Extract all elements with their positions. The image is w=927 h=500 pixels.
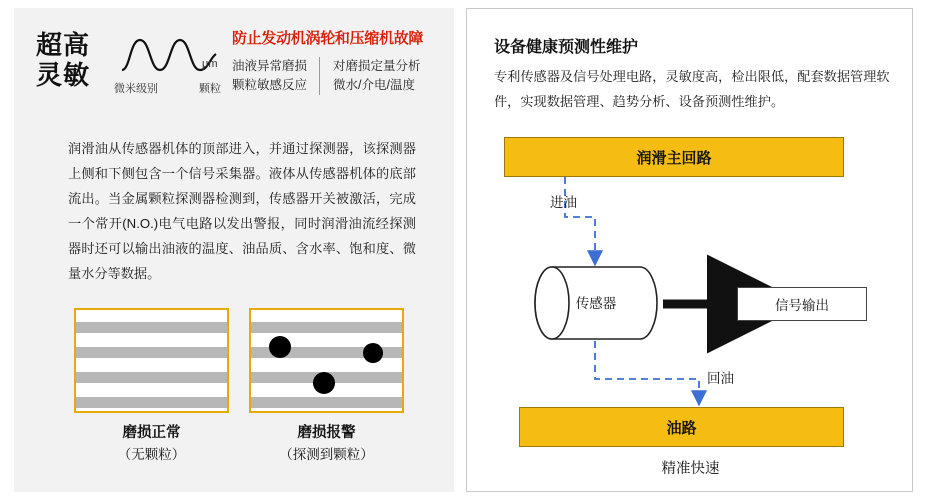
return-arrow <box>595 341 699 401</box>
stripe <box>76 347 227 358</box>
feature-item: 颗粒敏感反应 <box>232 78 308 92</box>
left-body-text: 润滑油从传感器机体的顶部进入，并通过探测器，该探测器上侧和下侧包含一个信号采集器。液体从传感器机体的底部流出。当金属颗粒探测器检测到，传感器开关被激活，完成一个常开(N.O.)电气电路以发出警报，同时润滑油流经探测器时还可以输出油液的温度、油品质、含水率、饱和度、微量水分等数据。 <box>68 141 416 281</box>
feature-column-2 <box>319 57 421 95</box>
right-panel <box>466 8 913 492</box>
sensor-illustrations <box>74 308 404 418</box>
left-panel <box>14 8 454 492</box>
feature-table <box>232 57 464 95</box>
red-headline: 防止发动机涡轮和压缩机故障 <box>232 30 424 47</box>
sensor-label: 传感器 <box>575 296 617 311</box>
stripe <box>76 322 227 333</box>
stripe <box>251 397 402 408</box>
stripe <box>76 397 227 408</box>
metal-particle <box>313 372 335 394</box>
box-oil-line: 油路 <box>519 407 844 447</box>
feature-item: 油液异常磨损 <box>232 59 308 73</box>
caption-normal <box>74 422 229 466</box>
caption-subtitle: （探测到颗粒） <box>279 447 374 462</box>
right-panel-subtitle: 专利传感器及信号处理电路，灵敏度高，检出限低，配套数据管理软件，实现数据管理、趋势分析、设备预测性维护。 <box>494 69 890 109</box>
right-panel-title: 设备健康预测性维护 <box>494 39 639 56</box>
box-lubrication-main-loop: 润滑主回路 <box>504 137 844 177</box>
right-panel-footer: 精准快速 <box>661 461 720 477</box>
sensor-captions <box>74 422 404 466</box>
left-header-text <box>232 28 464 95</box>
wave-label-micron: 微米级别 <box>114 83 158 95</box>
caption-title: 磨损报警 <box>297 425 356 441</box>
metal-particle <box>269 336 291 358</box>
sensor-card-normal <box>74 308 229 413</box>
feature-item: 微水/介电/温度 <box>333 78 415 92</box>
stripe <box>76 372 227 383</box>
caption-title: 磨损正常 <box>122 425 181 441</box>
caption-alarm <box>249 422 404 466</box>
caption-subtitle: （无颗粒） <box>117 447 186 462</box>
box-signal-output: 信号输出 <box>737 287 867 321</box>
stripe <box>251 322 402 333</box>
feature-column-1 <box>232 57 319 95</box>
wave-label-particle: 颗粒 <box>199 83 221 95</box>
inflow-arrow <box>565 177 595 261</box>
flow-diagram <box>467 9 914 493</box>
feature-item: 对磨损定量分析 <box>333 59 421 73</box>
sensor-card-alarm <box>249 308 404 413</box>
left-header <box>36 28 436 100</box>
waveform-graphic <box>114 32 232 98</box>
metal-particle <box>363 343 383 363</box>
sine-wave-icon <box>120 32 224 78</box>
wave-unit-label: μm <box>202 58 218 70</box>
headline-line-1: 超高 <box>36 30 91 60</box>
label-return-oil: 回油 <box>707 371 734 386</box>
headline-line-2: 灵敏 <box>36 60 91 90</box>
label-inflow: 进油 <box>550 195 577 210</box>
headline <box>36 30 108 90</box>
